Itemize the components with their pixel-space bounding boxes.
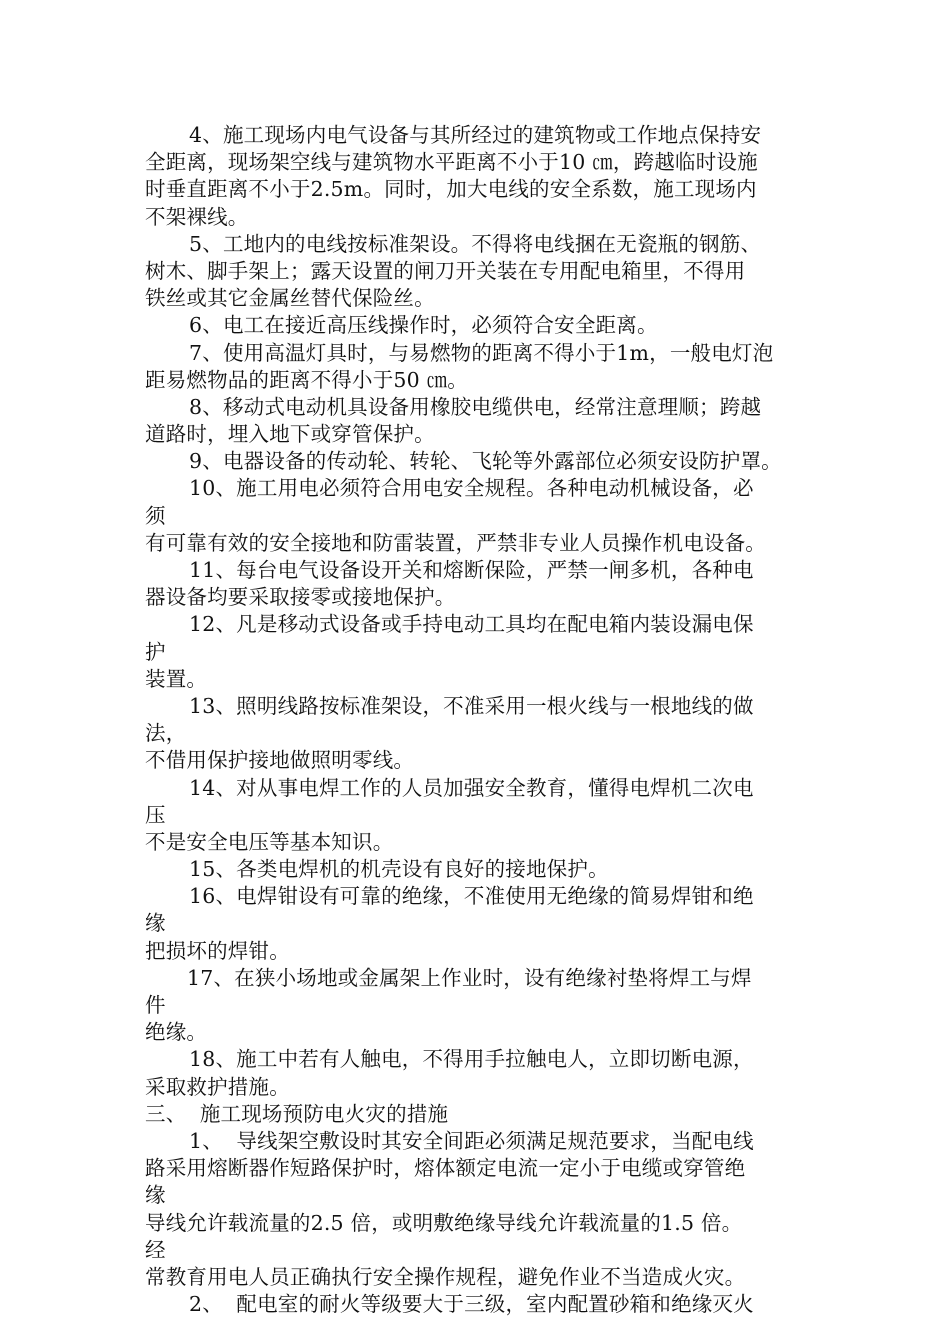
text-line: 13、照明线路按标准架设，不准采用一根火线与一根地线的做 — [189, 693, 754, 718]
text-line: 装置。 — [145, 666, 208, 691]
text-line: 12、凡是移动式设备或手持电动工具均在配电箱内装设漏电保 — [189, 612, 754, 637]
text-line: 不是安全电压等基本知识。 — [145, 829, 394, 854]
document-body — [145, 122, 815, 1318]
text-line: 11、每台电气设备设开关和熔断保险，严禁一闸多机，各种电 — [189, 558, 754, 582]
text-line: 8、移动式电动机具设备用橡胶电缆供电，经常注意理顺；跨越 — [189, 394, 762, 419]
section-heading: 三、 施工现场预防电火灾的措施 — [145, 1101, 449, 1126]
text-line: 不借用保护接地做照明零线。 — [145, 748, 415, 773]
text-line: 6、电工在接近高压线操作时，必须符合安全距离。 — [189, 313, 658, 338]
text-line: 5、工地内的电线按标准架设。不得将电线捆在无瓷瓶的钢筋、 — [189, 231, 762, 256]
text-line: 导线允许载流量的2.5 倍，或明敷绝缘导线允许载流量的1.5 倍。 — [145, 1210, 743, 1235]
text-line: 距易燃物品的距离不得小于50 ㎝。 — [145, 367, 469, 392]
text-line: 缘 — [145, 911, 166, 936]
text-line: 18、施工中若有人触电，不得用手拉触电人，立即切断电源， — [189, 1047, 754, 1072]
text-line: 铁丝或其它金属丝替代保险丝。 — [145, 286, 435, 311]
text-line: 缘 — [145, 1183, 166, 1208]
text-line: 护 — [145, 639, 166, 664]
text-line: 全距离，现场架空线与建筑物水平距离不小于10 ㎝，跨越临时设施 — [145, 150, 758, 175]
text-line: 2、 配电室的耐火等级要大于三级，室内配置砂箱和绝缘灭火 — [189, 1292, 754, 1317]
text-line: 经 — [145, 1237, 166, 1262]
text-line: 把损坏的焊钳。 — [145, 938, 290, 963]
text-line: 9、电器设备的传动轮、转轮、飞轮等外露部位必须安设防护罩。 — [189, 449, 782, 474]
text-line: 压 — [145, 802, 166, 827]
text-line: 7、使用高温灯具时，与易燃物的距离不得小于1m，一般电灯泡 — [189, 340, 774, 365]
text-line: 法， — [145, 721, 187, 746]
text-line: 道路时，埋入地下或穿管保护。 — [145, 422, 435, 447]
text-line: 14、对从事电焊工作的人员加强安全教育，懂得电焊机二次电 — [189, 775, 754, 800]
text-line: 路采用熔断器作短路保护时，熔体额定电流一定小于电缆或穿管绝 — [145, 1156, 746, 1181]
text-line: 器设备均要采取接零或接地保护。 — [145, 585, 456, 610]
text-line: 不架裸线。 — [145, 204, 249, 229]
text-line: 15、各类电焊机的机壳设有良好的接地保护。 — [189, 857, 609, 882]
text-line: 绝缘。 — [145, 1020, 208, 1045]
text-line: 1、 导线架空敷设时其安全间距必须满足规范要求，当配电线 — [189, 1128, 754, 1153]
text-line: 有可靠有效的安全接地和防雷装置，严禁非专业人员操作机电设备。 — [145, 530, 766, 555]
text-line: 采取救护措施。 — [145, 1074, 290, 1099]
text-line: 10、施工用电必须符合用电安全规程。各种电动机械设备，必 — [189, 476, 754, 501]
text-line: 须 — [145, 503, 166, 528]
text-line: 常教育用电人员正确执行安全操作规程，避免作业不当造成火灾。 — [145, 1264, 746, 1289]
text-line: 4、施工现场内电气设备与其所经过的建筑物或工作地点保持安 — [189, 123, 762, 147]
text-line: 16、电焊钳设有可靠的绝缘，不准使用无绝缘的简易焊钳和绝 — [189, 884, 754, 909]
text-line: 树木、脚手架上；露天设置的闸刀开关装在专用配电箱里，不得用 — [145, 258, 746, 283]
text-line: 件 — [145, 993, 166, 1017]
text-line: 时垂直距离不小于2.5m。同时，加大电线的安全系数，施工现场内 — [145, 177, 757, 202]
text-line: 17、在狭小场地或金属架上作业时，设有绝缘衬垫将焊工与焊 — [187, 965, 752, 990]
